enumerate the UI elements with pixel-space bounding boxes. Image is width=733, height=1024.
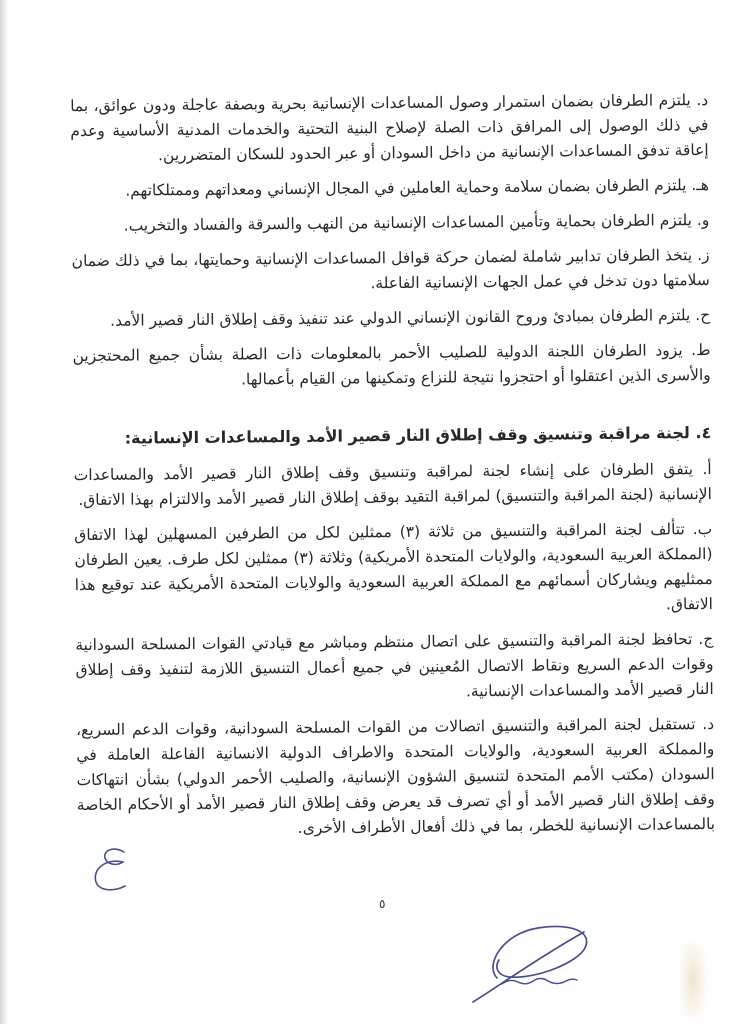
clause-alif: أ. يتفق الطرفان على إنشاء لجنة لمراقبة وتنسيق وقف إطلاق النار قصير الأمد والمساعدات الإنسانية (لجنة المراقبة والتنسيق) لمراقبة التقيد بوقف إطلاق النار قصير الأمد والالتزام بهذا الاتفاق. (73, 459, 712, 510)
paper-smudge (681, 943, 705, 1017)
clause-waw: و. يلتزم الطرفان بحماية وتأمين المساعدات الإنسانية من النهب والسرقة والفساد والتخريب. (123, 210, 710, 235)
handwritten-initial-icon (84, 843, 132, 897)
clause-tah: ط. يزود الطرفان اللجنة الدولية للصليب الأحمر بالمعلومات ذات الصلة بشأن جميع المحتجزين والأسرى الذين اعتقلوا أو احتجزوا نتيجة للنزاع وتمكينها من القيام بأعمالها. (72, 340, 711, 389)
clause-zay: ز. يتخذ الطرفان تدابير شاملة لضمان حركة قوافل المساعدات الإنسانية وحمايتها، بما في ذلك ضمان سلامتها دون تدخل في عمل الجهات الإنسانية الفاعلة. (71, 245, 710, 293)
section4-heading: ٤. لجنة مراقبة وتنسيق وقف إطلاق النار قصير الأمد والمساعدات الإنسانية: (124, 422, 712, 448)
clause-jim: ج. تحافظ لجنة المراقبة والتنسيق على اتصال منتظم ومباشر مع قيادتي القوات المسلحة السودانية وقوات الدعم السريع ونقاط الاتصال المُعينين في جميع أعمال التنسيق اللازمة لتنفيذ وقف إطلاق النار قصير الأمد والمساعدات الإنسانية. (75, 629, 714, 701)
document-body (70, 88, 715, 853)
clause-dal-2: د. تستقبل لجنة المراقبة والتنسيق اتصالات من القوات المسلحة السودانية، وقوات الدعم السريع، والمملكة العربية السعودية، والولايات المتحدة والاطراف الدولية الانسانية الفاعلة العاملة في السودان (مكتب الأمم المتحدة لتنسيق الشؤون الإنسانية، والصليب الأحمر الدولي) بشأن انتهاكات وقف إطلاق النار قصير الأمد أو أي تصرف قد يعرض وقف إطلاق النار قصير الأمد أو الأحكام الخاصة بالمساعدات الإنسانية للخطر، بما في ذلك أفعال الأطراف الأخرى. (76, 714, 716, 837)
clause-ha: هـ. يلتزم الطرفان بضمان سلامة وحماية العاملين في المجال الإنساني ومعداتهم وممتلكاتهم. (125, 175, 710, 200)
signature-scribble-icon (464, 918, 610, 1008)
page-number: ٥ (379, 897, 386, 911)
clause-ba: ب. تتألف لجنة المراقبة والتنسيق من ثلاثة (٣) ممثلين لكل من الطرفين المسهلين لهذا الاتفاق (المملكة العربية السعودية، والولايات المتحدة الأمريكية) وثلاثة (٣) ممثلين لكل طرف. يعين الطرفان ممثليهم ويشاركان أسمائهم مع المملكة العربية السعودية والولايات المتحدة الأمريكية عند توقيع هذا الاتفاق. (74, 519, 714, 614)
clause-hah: ح. يلتزم الطرفان بمبادئ وروح القانون الإنساني الدولي عند تنفيذ وقف إطلاق النار قصير الأمد. (110, 305, 711, 330)
scan-edge-shadow (0, 0, 8, 1024)
clause-dal: د. يلتزم الطرفان بضمان استمرار وصول المساعدات الإنسانية بحرية وبصفة عاجلة ودون عوائق، بما في ذلك الوصول إلى المرافق ذات الصلة لإصلاح البنية التحتية والخدمات المدنية الأساسية وعدم إعاقة تدفق المساعدات الإنسانية من داخل السودان أو عبر الحدود للسكان المتضررين. (70, 90, 709, 165)
